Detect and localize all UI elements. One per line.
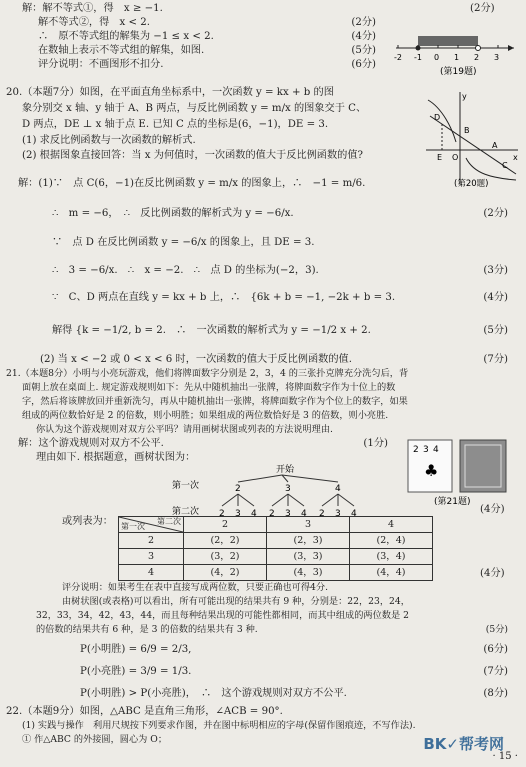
q19-line-5: 评分说明：不画图形不扣分. (6分) — [38, 59, 376, 70]
col-head: 2 — [184, 517, 267, 533]
page-number: · 15 · — [492, 751, 518, 762]
scoring-note: 评分说明：如果考生在表中直接写成两位数，只要正确也可得4分. — [62, 582, 329, 593]
figure-21-caption: (第21题) — [434, 497, 471, 507]
table-score: (4分) — [480, 568, 505, 579]
p-compare: P(小明胜) > P(小亮胜)， ∴ 这个游戏规则对双方不公平. (8分) — [80, 688, 508, 699]
p-xiaoliang: P(小亮胜) = 3/9 = 1/3. (7分) — [80, 666, 508, 677]
tree-node-second: 2 — [319, 509, 325, 519]
tree-first-label: 第一次 — [172, 481, 200, 491]
tree-branch — [272, 494, 288, 506]
q20-sol-3: ∵ 点 D 在反比例函数 y = −6/x 的图象上，且 DE = 3. — [52, 237, 315, 248]
outcome-table — [118, 516, 433, 581]
figure-20-graph — [422, 88, 522, 190]
q20-sol-4: ∴ 3 = −6/x. ∴ x = −2. ∴ 点 D 的坐标为(−2，3). (3分) — [52, 265, 508, 276]
tree-node-second: 4 — [251, 509, 257, 519]
tree-node-second: 3 — [335, 509, 341, 519]
tree-branch — [288, 494, 304, 506]
label-d: D — [434, 113, 441, 122]
tick-label: 2 — [474, 53, 480, 62]
tree-branch — [238, 475, 282, 482]
q21-stem-4: 组成的两位数恰好是 2 的倍数，则小明胜；如果组成的两位数恰好是 3 的倍数，则小亮胜. — [22, 410, 389, 421]
q22-sub-2: ① 作△ABC 的外接圆，圆心为 O； — [22, 734, 168, 745]
q20-sol-1: 解：(1)∵ 点 C(6，−1)在反比例函数 y = m/x 的图象上，∴ −1 = m/6. — [18, 178, 366, 189]
label-a: A — [492, 141, 498, 150]
col-head: 3 — [267, 517, 350, 533]
q20-sol-2: ∴ m = −6， ∴ 反比例函数的解析式为 y = −6/x. (2分) — [52, 208, 508, 219]
club-icon: ♣ — [424, 461, 439, 480]
tree-node-first: 2 — [235, 484, 241, 494]
q19-line-4: 在数轴上表示不等式组的解集，如图. (5分) — [38, 45, 376, 56]
tick-label: -2 — [394, 53, 402, 62]
tree-level-1 — [235, 484, 341, 494]
q22-stem: 22.（本题9分）如图，△ABC 是直角三角形，∠ACB = 90°. — [6, 706, 283, 717]
q20-sol-5: ∵ C、D 两点在直线 y = kx + b 上，∴ {6k + b = −1, −2k + b = 3. (4分) — [52, 292, 508, 303]
q22-sub-1: (1) 实践与操作 利用尺规按下列要求作图，并在图中标明相应的字母(保留作图痕迹，不写作法). — [22, 720, 416, 731]
figure-19-caption: (第19题) — [440, 67, 477, 77]
q20-stem-2: 象分别交 x 轴、y 轴于 A、B 两点，与反比例函数 y = m/x 的图象交于 C、 — [22, 103, 367, 114]
label-b: B — [464, 126, 470, 135]
open-dot — [476, 46, 481, 51]
q20-sol-7: (2) 当 x < −2 或 0 < x < 6 时，一次函数的值大于反比例函数的值. (7分) — [40, 354, 508, 365]
card-4-label: 4 — [433, 445, 439, 455]
tree-second-label: 第二次 — [172, 507, 200, 517]
q21-answer-2: 理由如下. 根据题意，画树状图为： — [36, 452, 196, 463]
q19-line-1: 解：解不等式①，得 x ≥ −1. — [22, 3, 163, 14]
card-back — [460, 440, 506, 492]
tree-branch — [222, 494, 238, 506]
figure-21-cards — [404, 436, 512, 508]
q21-stem-3: 字，然后将该牌放回并重新洗匀，再从中随机抽出一张牌，将牌面数字作为个位上的数字，如果 — [22, 396, 408, 407]
label-y: y — [462, 92, 467, 101]
closed-dot — [416, 46, 421, 51]
label-o: O — [452, 153, 459, 162]
q21-stem-1: 21.（本题8分）小明与小亮玩游戏，他们将牌面数字分别是 2，3，4 的三张扑克牌充分洗匀后，背 — [6, 368, 409, 379]
watermark-logo: BK✓帮考网 — [423, 735, 504, 753]
tree-node-second: 4 — [301, 509, 307, 519]
tree-node-second: 2 — [269, 509, 275, 519]
q20-stem-5: (2) 根据图象直接回答：当 x 为何值时，一次函数的值大于反比例函数的值? — [22, 150, 363, 161]
tree-branch — [322, 494, 338, 506]
col-head: 4 — [350, 517, 433, 533]
q21-answer-1: 解：这个游戏规则对双方不公平. (1分) — [18, 438, 388, 449]
p-xiaoming: P(小明胜) = 6/9 = 2/3, (6分) — [80, 644, 508, 655]
label-c: C — [502, 161, 508, 170]
tree-node-first: 3 — [285, 484, 291, 494]
q21-stem-2: 面朝上放在桌面上. 规定游戏规则如下：先从中随机抽出一张牌，将牌面数字作为十位上的数 — [22, 382, 396, 393]
table-row: 3 (3，2) (3，3) (3，4) — [119, 549, 433, 565]
tree-node-first: 4 — [335, 484, 341, 494]
q21-body-2: 32，33，34，42，43，44，而且每种结果出现的可能性都相同，而其中组成的两位数是 2 — [36, 610, 409, 621]
tree-branch — [338, 494, 354, 506]
tick-label: -1 — [414, 53, 422, 62]
label-x: x — [513, 153, 518, 162]
hyperbola-branch-left — [428, 100, 456, 142]
card-3-label: 3 — [423, 445, 429, 455]
q19-score: (2分) — [470, 3, 495, 14]
tree-node-second: 4 — [351, 509, 357, 519]
q19-line-2: 解不等式②，得 x < 2. (2分) — [38, 17, 376, 28]
q20-stem-3: D 两点，DE ⊥ x 轴于点 E. 已知 C 点的坐标是(6，−1)，DE = 3. — [22, 119, 329, 130]
tree-branch — [238, 494, 254, 506]
figure-19-number-line — [392, 28, 520, 80]
q20-stem-1: 20.（本题7分）如图，在平面直角坐标系中，一次函数 y = kx + b 的图 — [6, 87, 334, 98]
tree-node-second: 2 — [219, 509, 225, 519]
tree-score: (4分) — [480, 504, 505, 515]
q21-body-1: 由树状图(或表格)可以看出，所有可能出现的结果共有 9 种，分别是：22，23，24， — [62, 596, 410, 607]
axis-arrow — [508, 45, 514, 51]
q19-line-3: ∴ 原不等式组的解集为 −1 ≤ x < 2. (4分) — [38, 31, 376, 42]
figure-20-caption: (第20题) — [454, 179, 489, 189]
table-corner: 第二次 第一次 — [119, 517, 184, 533]
list-intro: 或列表为： — [62, 516, 113, 527]
solution-range-shade — [418, 36, 478, 46]
tick-label: 3 — [494, 53, 500, 62]
tree-node-second: 3 — [285, 509, 291, 519]
table-row: 2 (2，2) (2，3) (2，4) — [119, 533, 433, 549]
q20-sol-6: 解得 {k = −1/2, b = 2. ∴ 一次函数的解析式为 y = −1/2 x + 2. (5分) — [52, 325, 508, 336]
q21-body-3: 的倍数的结果共有 6 种，是 3 的倍数的结果共有 3 种. (5分) — [36, 624, 508, 635]
tree-branch — [282, 475, 338, 482]
tree-start: 开始 — [276, 465, 295, 475]
tree-node-second: 3 — [235, 509, 241, 519]
q21-stem-5: 你认为这个游戏规则对双方公平吗？请用画树状图或列表的方法说明理由. — [36, 424, 333, 435]
card-2-label: 2 — [413, 445, 419, 455]
label-e: E — [437, 153, 443, 162]
tick-label: 1 — [454, 53, 460, 62]
tick-label: 0 — [434, 53, 440, 62]
table-row: 4 (4，2) (4，3) (4，4) — [119, 565, 433, 581]
q20-stem-4: (1) 求反比例函数与一次函数的解析式. — [22, 135, 196, 146]
